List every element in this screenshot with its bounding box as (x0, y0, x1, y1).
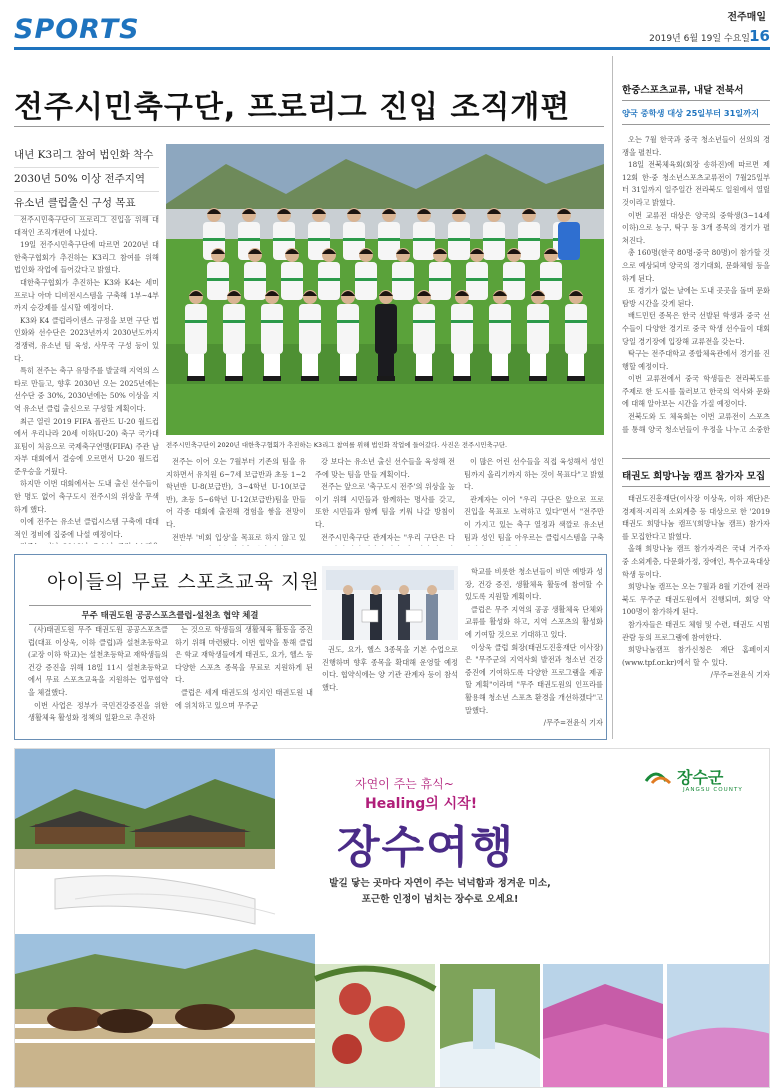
paragraph: 이상욱 클럽 회장(태권도진흥재단 이사장)은 "무주군의 지역사회 발전과 청소년 건강 증진에 기여하도록 다양한 프로그램을 제공할 계획"이라며 "무주 태권도원의 인프라를 활용해 청소년 스포츠 환경을 개선하겠다"고 말했다. (465, 642, 603, 715)
byline: /무주=전윤식 기자 (543, 718, 603, 728)
article-2-column-g (465, 566, 603, 738)
subhead: 내년 K3리그 참여 법인화 착수 (14, 144, 159, 168)
signing-photo (322, 566, 458, 640)
paragraph: 관계자는 이어 "우리 구단은 앞으로 프로 진입을 목표로 노력하고 있다"면서 "전주만이 가지고 있는 축구 열정과 색깔로 유소년 팀과 성인 팀을 아우르는 클럽시스템을 구축 (464, 494, 604, 542)
jangsu-tourism-ad (14, 748, 770, 1088)
paragraph: 이에 전주는 유소년 클럽시스템 구축에 대대적인 정비에 집중에 나설 예정이다. (14, 517, 159, 539)
paragraph: 올해 희망나눔 캠프 참가자격은 국내 거주자 중 소외계층, 다문화가정, 장애인, 특수교육대상 학생 등이다. (622, 544, 770, 579)
paragraph: 는 것으로 학생들의 생활체육 활동을 증진하기 위해 마련됐다. 이번 협약을 통해 클럽은 학교 재학생들에게 태권도, 요가, 헬스 등 다양한 스포츠 종목을 무료로 지원하게 된다. (175, 625, 313, 685)
article-2-column-d (28, 624, 168, 734)
paragraph: 희망나눔캠프 참가신청은 재단 홈페이지(www.tpf.or.kr)에서 할 수 있다. (622, 645, 770, 667)
photo-caption: 전주시민축구단이 2020년 대한축구협회가 추진하는 K3리그 참여를 위해 법인화 작업에 들어갔다. 사진은 전주시민축구단. (166, 441, 508, 449)
side-article-2-title: 태권도 희망나눔 캠프 참가자 모집 (622, 471, 766, 482)
paragraph: 하지만 이번 대회에서는 도내 출신 선수들이 한 명도 없어 축구도시 전주시의 위상을 무색하게 했다. (14, 479, 159, 514)
main-article-column-left (14, 214, 159, 544)
ad-slogan-2: Healing의 시작! (365, 796, 478, 812)
article-2-column-e (175, 624, 313, 734)
paragraph: 전북도와 도 체육회는 이번 교류전이 스포츠를 통해 양국 청소년들이 우정을 나누고 소중한 (622, 412, 770, 434)
paragraph: 탁구는 전주대학교 종합체육관에서 경기를 진행할 예정이다. (622, 349, 770, 371)
paragraph: 이번 사업은 정부가 국민건강증진을 위한 생활체육 활성화 정책의 일환으로 추진하 (28, 700, 168, 723)
paragraph: 배드민턴 종목은 한국 선발된 학생과 중국 선수들이 다양한 경기로 중국 학생 선수들이 대회 당일 경기장에 입장해 교류전을 갖는다. (622, 311, 770, 346)
paragraph: 이번 교류전 대상은 양국의 중학생(3~14세 이하)으로 농구, 탁구 등 3개 종목의 경기가 펼쳐진다. (622, 210, 770, 245)
logo-text: 장수군 (677, 768, 724, 787)
paragraph: K3와 K4 클럽라이센스 규정을 보면 구단 법인화와 선수단은 2023년까지 2030년도까지 경쟁력, 유소년 팀 육성, 사무국 구성 등이 있다. (14, 315, 159, 363)
logo-subtext: JANGSU COUNTY (683, 787, 743, 793)
paragraph: 이번 교류전에서 중국 학생들은 전라북도를 주제로 한 도시를 둘러보고 한국의 역사와 문화에 대해 알아보는 시간을 가질 예정이다. (622, 374, 770, 409)
subhead: 유소년 클럽출신 구성 목표 (14, 192, 159, 216)
ad-slogan: 자연이 주는 휴식~ (355, 777, 454, 791)
paragraph: 태권도진흥재단(이사장 이상욱, 이하 재단)은 경제적·지리적 소외계층 등 대상으로 한 '2019 태권도 희망나눔 캠프'(희망나눔 캠프) 참가자를 모집한다고 밝혔다. (622, 494, 770, 541)
paragraph: (사)태권도원 무주 태권도원 공공스포츠클럽(대표 이상욱, 이하 클럽)과 설천초등학교(교장 이하 학교)는 설천초등학교 재학생들의 건강 증진을 위해 18일 11시 설천초등학교에서 무료 스포츠교육을 지원하는 업무협약을 체결했다. (28, 625, 168, 697)
paragraph: 전반부 '비회 입상'을 목표로 하지 않고 있 (172, 532, 306, 542)
paragraph: 참가자들은 태권도 체험 및 수련, 태권도 시범 관람 등의 프로그램에 참여한다. (622, 619, 770, 642)
masthead (14, 8, 770, 48)
main-article-column-c (464, 456, 604, 546)
paper-name: 전주매일 (727, 12, 766, 23)
paragraph: 또 경기가 없는 날에는 도내 곳곳을 돌며 문화 탐방 시간을 갖게 된다. (622, 286, 770, 308)
paragraph: 최근 열린 2019 FIFA 폴란드 U-20 월드컵에서 우리나라 20세 이하(U-20) 축구 국가대표팀이 처음으로 국제축구연맹(FIFA) 주관 남자부 대회에서 결승에 오르면서 U-20 월드컵 준우승을 거뒀다. (14, 416, 159, 476)
divider (622, 124, 770, 125)
paragraph: 전주시민축구단이 프로리그 진입을 위해 대대적인 조직개편에 나섰다. (14, 215, 159, 237)
article-2-title: 아이들의 무료 스포츠교육 지원 (47, 571, 320, 593)
team-photo (166, 144, 604, 435)
paragraph: 전주는 앞으로 '축구도시 전주'의 위상을 높이기 위해 시민들과 함께하는 명사를 갖고, 또한 시민들과 함께 팀을 키워 나갈 방침이다. (315, 482, 455, 529)
side-article-2-body (622, 493, 770, 738)
main-headline: 전주시민축구단, 프로리그 진입 조직개편 (14, 90, 571, 125)
page-number: 16 (749, 27, 770, 45)
column-divider (612, 56, 613, 739)
paragraph: 클럽은 무주 지역의 공공 생활체육 단체와 교류를 활성화 하고, 지역 스포츠의 활성화에 기여할 것으로 기대하고 있다. (465, 604, 603, 639)
paragraph: 학교를 비롯한 청소년들이 비만 예방과 성장, 건강 증진, 생활체육 활동에 참여할 수 있도록 지원할 계획이다. (465, 567, 603, 602)
ad-description: 발길 닿는 곳마다 자연이 주는 넉넉함과 정겨운 미소, (329, 878, 551, 889)
paragraph: 강 보다는 유소년 출신 선수들을 육성해 전주에 맞는 팀을 만들 계획이다. (315, 457, 455, 479)
ad-description: 포근한 인정이 넘치는 장수로 오세요! (361, 894, 519, 905)
side-article-1-title: 한중스포츠교류, 내달 전북서 (622, 85, 744, 96)
paragraph: 클럽은 세계 태권도의 성지인 태권도원 내에 위치하고 있으며 무주군 (175, 687, 313, 710)
paragraph: 권도, 요가, 헬스 3종목을 기본 수업으로 진행하며 향후 종목을 확대해 운영할 예정이다. 협약식에는 양 기관 관계자 등이 참석했다. (322, 645, 458, 692)
ad-title: 장수여행 (337, 822, 516, 873)
paragraph: 특히 전주는 축구 유망주를 발굴해 지역의 스타로 만들고, 향후 2030년 오는 2025년에는 선수단 중 30%, 2030년에는 50% 이상을 지역 유소년 클럽 출신으로 구성할 계획이다. (14, 366, 159, 413)
divider (622, 486, 770, 487)
paragraph: 희망나눔 캠프는 오는 7월과 8월 기간에 전라북도 무주군 태권도원에서 진행되며, 회당 약 100명이 참가하게 된다. (622, 582, 770, 617)
paragraph (14, 541, 159, 544)
divider (622, 100, 770, 101)
byline: /무주=전윤식 기자 (710, 670, 770, 680)
side-article-1-subtitle: 양국 중학생 대상 25일부터 31일까지 (622, 108, 760, 118)
paragraph: 18일 전북체육회(회장 송하진)에 따르면 제12회 한·중 청소년스포츠교류전이 7월25일부터 31일까지 일주일간 전라북도 일원에서 열릴 것이라고 밝혔다. (622, 160, 770, 207)
paragraph: 전주는 이어 오는 7월부터 기존의 팀을 유지하면서 유치원 6~7세 보급반과 초등 1~2학년반 U-8(보급반), 3~4학년 U-10(보급반), 초등 5~6학년 U-12(보급반)팀을 만들어 각종 대회에 출전해 경험을 쌓을 전망이다. (166, 457, 306, 529)
date-line: 2019년 6월 19일 수요일 (649, 34, 750, 44)
section-title: SPORTS (14, 14, 140, 45)
paragraph: 전주시민축구단 관계자는 "우리 구단은 다 (321, 532, 455, 542)
paragraph: 이 많은 어린 선수들을 직접 육성해서 성인팀까지 올리기까지 하는 것이 목표다"고 밝혔다. (464, 457, 604, 492)
article-2-column-f (322, 644, 458, 736)
side-article-1-body (622, 134, 770, 434)
subheads (14, 144, 159, 216)
main-article-column-b (315, 456, 455, 546)
headline-rule (14, 126, 604, 127)
subhead: 2030년 50% 이상 전주지역 (14, 168, 159, 192)
article-2-subtitle: 무주 태권도원 공공스포츠클럽-설천초 협약 체결 (29, 605, 311, 625)
paragraph: 오는 7월 한국과 중국 청소년들이 선의의 경쟁을 펼친다. (622, 135, 770, 157)
jangsu-county-logo (635, 763, 745, 803)
paragraph: 대한축구협회가 추진하는 K3와 K4는 세미프로나 아마 디비전시스템을 구축해 1부~4부까지 승강제를 실시할 예정이다. (14, 277, 159, 313)
paragraph: 19일 전주시민축구단에 따르면 2020년 대한축구협회가 추진하는 K3리그 참여를 위해 법인화 작업에 들어갔다고 밝혔다. (14, 240, 159, 275)
main-article-column-a (166, 456, 306, 546)
header-rule (14, 47, 770, 50)
paragraph: 총 160명(한국 80명·중국 80명)이 참가할 것으로 예상되며 양국의 경기대회, 문화체험 등을 하게 된다. (622, 248, 770, 283)
divider (622, 458, 770, 459)
